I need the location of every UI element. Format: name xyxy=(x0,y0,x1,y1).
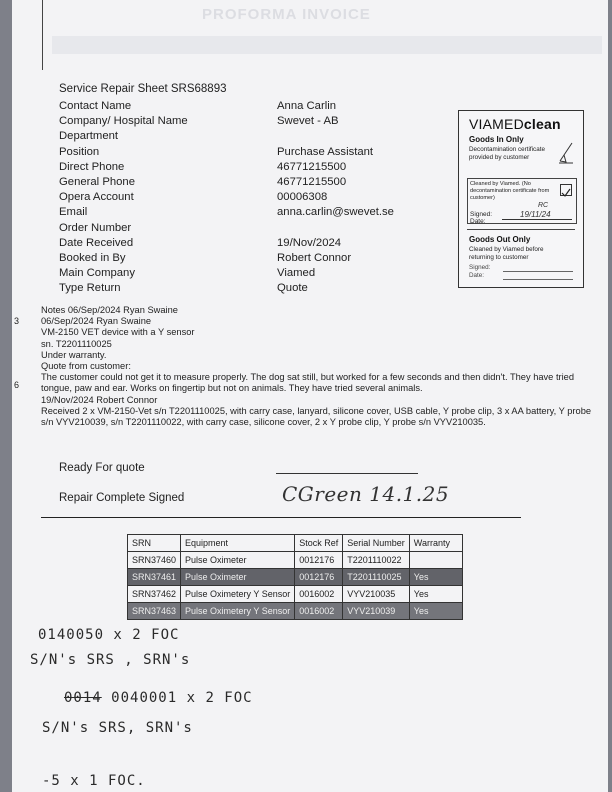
handwritten-note-3 xyxy=(64,690,253,706)
cell-warranty: Yes xyxy=(409,586,462,603)
faded-header-text: PROFORMA INVOICE xyxy=(202,6,371,23)
cell-serial: VYV210039 xyxy=(343,603,410,620)
equipment-table xyxy=(127,534,463,620)
value-main-company: Viamed xyxy=(277,267,316,280)
signed-date: 19/11/24 xyxy=(520,210,551,219)
handwritten-note-4: S/N's SRS, SRN's xyxy=(42,720,193,736)
stamp-divider xyxy=(467,229,575,230)
label-direct-phone: Direct Phone xyxy=(59,160,125,173)
notes-line: 06/Sep/2024 Ryan Swaine xyxy=(41,316,152,327)
cell-stock-ref: 0012176 xyxy=(295,552,343,569)
table-row xyxy=(128,586,463,603)
repair-complete-label: Repair Complete Signed xyxy=(59,492,185,504)
table-row xyxy=(128,603,463,620)
faded-header-band xyxy=(52,36,602,54)
goods-in-description: Decontamination certificate provided by customer xyxy=(469,146,545,161)
cell-srn: SRN37460 xyxy=(128,552,181,569)
ready-for-quote-label: Ready For quote xyxy=(59,462,145,474)
header-srn: SRN xyxy=(128,535,181,552)
sheet-title: Service Repair Sheet SRS68893 xyxy=(59,83,227,95)
label-type-return: Type Return xyxy=(59,282,121,295)
cell-srn: SRN37461 xyxy=(128,569,181,586)
cell-warranty: Yes xyxy=(409,603,462,620)
handwritten-note-1: 0140050 x 2 FOC xyxy=(38,627,180,643)
label-position: Position xyxy=(59,145,100,158)
label-date-received: Date Received xyxy=(59,236,134,249)
label-opera-account: Opera Account xyxy=(59,191,134,204)
value-general-phone: 46771215500 xyxy=(277,175,347,188)
goods-out-sign-labels xyxy=(469,264,490,280)
cell-warranty: Yes xyxy=(409,569,462,586)
signed-label: Signed: xyxy=(470,211,493,218)
handwritten-code: 0040001 x 2 FOC xyxy=(111,690,253,706)
ready-for-quote-line xyxy=(276,473,418,474)
goods-out-date-line xyxy=(503,279,573,280)
goods-out-title: Goods Out Only xyxy=(469,235,531,244)
pen-tick-mark xyxy=(558,141,574,165)
handwritten-note-2: S/N's SRS , SRN's xyxy=(30,652,191,668)
notes-line: 19/Nov/2024 Robert Connor xyxy=(41,394,158,405)
viamed-clean-stamp xyxy=(458,110,584,288)
header-warranty: Warranty xyxy=(409,535,462,552)
header-equipment: Equipment xyxy=(181,535,295,552)
goods-out-description: Cleaned by Viamed before returning to customer xyxy=(469,246,544,261)
cell-serial: T2201110022 xyxy=(343,552,410,569)
section-rule xyxy=(41,517,521,518)
value-order-number xyxy=(277,221,394,236)
edge-number-top: 3 xyxy=(14,316,20,326)
label-main-company: Main Company xyxy=(59,267,135,280)
logo-part-clean: clean xyxy=(523,116,561,132)
notes-line: VM-2150 VET device with a Y sensor xyxy=(41,327,195,338)
cell-equipment: Pulse Oximetery Y Sensor xyxy=(181,603,295,620)
header-serial-number: Serial Number xyxy=(343,535,410,552)
notes-line: Notes 06/Sep/2024 Ryan Swaine xyxy=(41,305,178,315)
cell-srn: SRN37462 xyxy=(128,586,181,603)
logo-part-viamed: VIAMED xyxy=(469,116,524,132)
table-row xyxy=(128,569,463,586)
cell-equipment: Pulse Oximeter xyxy=(181,552,295,569)
notes-paragraph: Received 2 x VM-2150-Vet s/n T2201110025, with carry case, lanyard, silicone cover, USB cable, Y probe clip, 3 x AA battery, Y probe s/n VYV210039, s/n T2201110022, with carry case, silicone cover, 2 x Y probe clip, Y probe s/n VYV210035. xyxy=(41,405,592,428)
cell-warranty xyxy=(409,552,462,569)
date-line xyxy=(502,219,572,220)
viamed-clean-logo xyxy=(469,116,561,132)
value-direct-phone: 46771215500 xyxy=(277,160,347,173)
cell-stock-ref: 0016002 xyxy=(295,603,343,620)
value-opera-account: 00006308 xyxy=(277,191,328,204)
label-general-phone: General Phone xyxy=(59,175,135,188)
margin-line xyxy=(42,0,43,70)
cell-stock-ref: 0016002 xyxy=(295,586,343,603)
header-stock-ref: Stock Ref xyxy=(295,535,343,552)
handwritten-note-5: -5 x 1 FOC. xyxy=(42,773,146,789)
check-icon xyxy=(561,188,571,198)
repair-signature: CGreen 14.1.25 xyxy=(282,482,450,506)
notes-block xyxy=(41,305,601,428)
repair-sheet-page xyxy=(12,0,608,792)
label-company: Company/ Hospital Name xyxy=(59,115,188,128)
field-values xyxy=(277,99,394,296)
cell-serial: VYV210035 xyxy=(343,586,410,603)
date-label: Date: xyxy=(470,218,486,225)
signed-date-labels xyxy=(470,211,492,225)
label-contact-name: Contact Name xyxy=(59,100,132,112)
notes-line: sn. T2201110025 xyxy=(41,338,112,349)
label-department: Department xyxy=(59,130,119,143)
table-header-row xyxy=(128,535,463,552)
value-email: anna.carlin@swevet.se xyxy=(277,206,394,219)
cell-equipment: Pulse Oximeter xyxy=(181,569,295,586)
value-department xyxy=(277,129,394,144)
cell-serial: T2201110025 xyxy=(343,569,410,586)
label-order-number: Order Number xyxy=(59,221,132,234)
struck-out-text: 0014 xyxy=(64,690,102,706)
label-booked-in-by: Booked in By xyxy=(59,251,126,264)
cell-srn: SRN37463 xyxy=(128,603,181,620)
value-contact-name: Anna Carlin xyxy=(277,100,337,112)
value-booked-in-by: Robert Connor xyxy=(277,251,352,264)
cleaned-checkbox xyxy=(560,184,572,196)
field-labels xyxy=(59,99,188,296)
table-row xyxy=(128,552,463,569)
cleaned-by-viamed-box xyxy=(467,178,577,224)
cell-equipment: Pulse Oximetery Y Sensor xyxy=(181,586,295,603)
cleaned-by-viamed-text: Cleaned by Viamed. (No decontamination certificate from customer) xyxy=(470,181,550,201)
notes-line: Under warranty. xyxy=(41,349,107,360)
notes-paragraph: The customer could not get it to measure properly. The dog sat still, but worked for a few seconds and then didn't. They have tried tongue, paw and ear. Works on fingertip but not on animals. They have tried several animals. xyxy=(41,372,575,394)
value-position: Purchase Assistant xyxy=(277,145,374,158)
goods-out-sign-line xyxy=(503,271,573,272)
edge-number-bottom: 6 xyxy=(14,380,20,390)
value-type-return: Quote xyxy=(277,282,308,295)
label-email: Email xyxy=(59,206,88,219)
goods-in-title: Goods In Only xyxy=(469,135,524,144)
goods-out-signed-label: Signed: xyxy=(469,264,491,271)
value-date-received: 19/Nov/2024 xyxy=(277,236,342,249)
signed-initials: RC xyxy=(538,202,549,209)
value-company: Swevet - AB xyxy=(277,115,339,128)
cell-stock-ref: 0012176 xyxy=(295,569,343,586)
goods-out-date-label: Date: xyxy=(469,272,485,279)
notes-line: Quote from customer: xyxy=(41,361,131,372)
